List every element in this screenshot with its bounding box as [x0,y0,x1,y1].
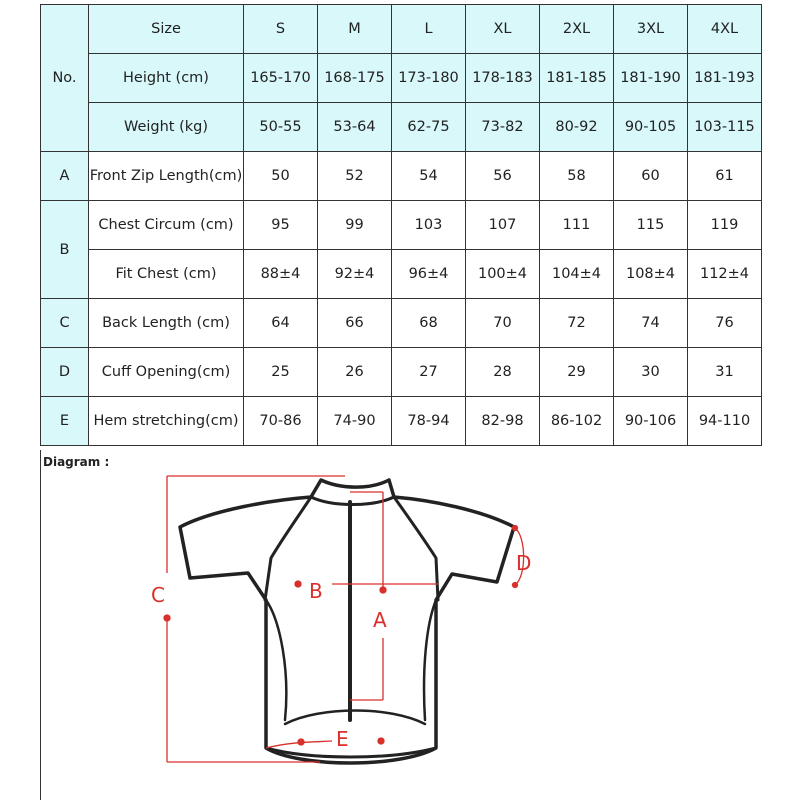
measure-label: Fit Chest (cm) [89,250,244,299]
measure-e-left [298,739,304,745]
measure-cell: 68 [392,299,466,348]
measure-label-d: D [516,551,532,575]
height-label: Height (cm) [89,54,244,103]
size-cell: XL [466,5,540,54]
weight-cell: 53-64 [318,103,392,152]
height-cell: 178-183 [466,54,540,103]
height-cell: 181-185 [540,54,614,103]
measure-cell: 95 [244,201,318,250]
size-cell: 2XL [540,5,614,54]
jersey-outline [180,480,514,763]
measure-cell: 119 [688,201,762,250]
measure-cell: 88±4 [244,250,318,299]
side-panel-left [266,600,286,720]
measure-cell: 50 [244,152,318,201]
table-row [41,103,762,152]
measure-cell: 112±4 [688,250,762,299]
measure-cell: 100±4 [466,250,540,299]
measure-cell: 115 [614,201,688,250]
size-cell: M [318,5,392,54]
raglan-seam-left [265,497,311,600]
table-row [41,299,762,348]
hem-band-top [285,711,425,725]
jersey-collar [311,497,394,505]
measure-label: Hem stretching(cm) [89,397,244,446]
measure-cell: 76 [688,299,762,348]
measure-cell: 64 [244,299,318,348]
height-cell: 165-170 [244,54,318,103]
measure-cell: 54 [392,152,466,201]
size-cell: L [392,5,466,54]
height-cell: 173-180 [392,54,466,103]
measure-cell: 52 [318,152,392,201]
measure-cell: 70 [466,299,540,348]
no-header: No. [41,5,89,152]
measure-d-end-bottom [513,583,518,588]
measure-cell: 74 [614,299,688,348]
measure-b-end [295,581,301,587]
table-row [41,5,762,54]
measure-cell: 90-106 [614,397,688,446]
measure-cell: 60 [614,152,688,201]
measure-cell: 29 [540,348,614,397]
weight-cell: 90-105 [614,103,688,152]
side-panel-right [424,600,436,720]
measure-cell: 27 [392,348,466,397]
measure-cell: 58 [540,152,614,201]
measure-cell: 30 [614,348,688,397]
size-chart-table [40,4,762,446]
table-row [41,250,762,299]
row-code: B [41,201,89,299]
table-row [41,397,762,446]
measure-cell: 94-110 [688,397,762,446]
measure-cell: 26 [318,348,392,397]
measure-cell: 111 [540,201,614,250]
measure-label-c: C [151,583,165,607]
measure-cell: 96±4 [392,250,466,299]
measure-cell: 56 [466,152,540,201]
weight-cell: 103-115 [688,103,762,152]
row-code: E [41,397,89,446]
height-cell: 181-193 [688,54,762,103]
weight-cell: 50-55 [244,103,318,152]
size-cell: 3XL [614,5,688,54]
weight-cell: 73-82 [466,103,540,152]
measure-cell: 104±4 [540,250,614,299]
weight-label: Weight (kg) [89,103,244,152]
measure-cell: 86-102 [540,397,614,446]
measure-cell: 99 [318,201,392,250]
measure-cell: 61 [688,152,762,201]
measure-label-e: E [336,727,349,751]
measure-cell: 74-90 [318,397,392,446]
measure-label: Cuff Opening(cm) [89,348,244,397]
measure-c-end [164,615,170,621]
measure-e-right [378,738,384,744]
measure-label-a: A [373,608,387,632]
height-cell: 181-190 [614,54,688,103]
measure-cell: 103 [392,201,466,250]
size-header: Size [89,5,244,54]
size-cell: S [244,5,318,54]
table-row [41,152,762,201]
measure-label: Back Length (cm) [89,299,244,348]
table-row [41,201,762,250]
measure-cell: 72 [540,299,614,348]
measure-cell: 70-86 [244,397,318,446]
row-code: C [41,299,89,348]
measure-label: Chest Circum (cm) [89,201,244,250]
measure-cell: 31 [688,348,762,397]
jersey-diagram [40,450,799,800]
measure-cell: 82-98 [466,397,540,446]
measure-label: Front Zip Length(cm) [89,152,244,201]
measure-d-end-top [513,526,518,531]
measure-cell: 28 [466,348,540,397]
table-row [41,54,762,103]
row-code: D [41,348,89,397]
measure-cell: 78-94 [392,397,466,446]
measure-cell: 92±4 [318,250,392,299]
height-cell: 168-175 [318,54,392,103]
measure-cell: 66 [318,299,392,348]
measure-label-b: B [309,579,323,603]
size-cell: 4XL [688,5,762,54]
weight-cell: 62-75 [392,103,466,152]
diagram-title: Diagram : [43,455,110,469]
measure-cell: 108±4 [614,250,688,299]
measure-cell: 25 [244,348,318,397]
table-row [41,348,762,397]
weight-cell: 80-92 [540,103,614,152]
measure-cell: 107 [466,201,540,250]
row-code: A [41,152,89,201]
measure-a-end [380,587,386,593]
